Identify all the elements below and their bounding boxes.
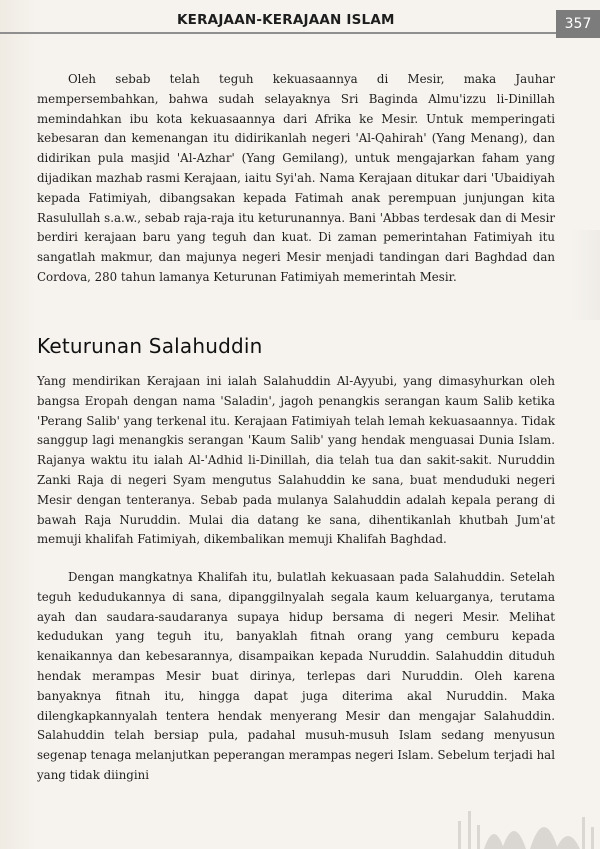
paragraph-1: Oleh sebab telah teguh kekuasaannya di Mesir, maka Jauhar mempersembahkan, bahwa sudah selayaknya Sri Baginda Almu'izzu li-Dinillah memindahkan ibu kota kekuasaannya dari Afrika ke Mesir. Untuk memperingati kebesaran dan kemenangan itu didirikanlah negeri 'Al-Qahirah' (Yang Menang), dan didirikan pula masjid 'Al-Azhar' (Yang Gemilang), untuk mengajarkan faham yang dijadikan mazhab rasmi Kerajaan, iaitu Syi'ah. Nama Kerajaan ditukar dari 'Ubaidiyah kepada Fatimiyah, dibangsakan kepada Fatimah anak perempuan junjungan kita Rasulullah s.a.w., sebab raja-raja itu keturunannya. Bani 'Abbas terdesak dan di Mesir berdiri kerajaan baru yang teguh dan kuat. Di zaman pemerintahan Fatimiyah itu sangatlah makmur, dan majunya negeri Mesir menjadi tandingan dari Baghdad dan Cordova, 280 tahun lamanya Keturunan Fatimiyah memerintah Mesir. (37, 72, 555, 284)
page-number: 357 (556, 10, 600, 38)
mosque-silhouette-decoration (440, 799, 600, 849)
header-rule (0, 32, 556, 34)
section-heading: Keturunan Salahuddin (37, 334, 263, 358)
page-shadow (570, 230, 600, 320)
page-header (0, 0, 600, 36)
running-title: KERAJAAN-KERAJAAN ISLAM (177, 12, 395, 28)
paragraph-3: Dengan mangkatnya Khalifah itu, bulatlah kekuasaan pada Salahuddin. Setelah teguh kedudukannya di sana, dipanggilnyalah segala kaum keluarganya, terutama ayah dan saudara-saudaranya supaya hidup bersama di negeri Mesir. Melihat kedudukan yang teguh itu, banyaklah fitnah orang yang cemburu kepada kenaikannya dan kebesarannya, disampaikan kepada Nuruddin. Salahuddin dituduh hendak merampas Mesir buat dirinya, terlepas dari Nuruddin. Oleh karena banyaknya fitnah itu, hingga dapat juga diterima akal Nuruddin. Maka dilengkapkannyalah tentera hendak menyerang Mesir dan mengajar Salahuddin. Salahuddin telah bersiap pula, padahal musuh-musuh Islam sedang menyusun segenap tenaga melanjutkan peperangan merampas negeri Islam. Sebelum terjadi hal yang tidak diingini (37, 570, 555, 782)
paragraph-2: Yang mendirikan Kerajaan ini ialah Salahuddin Al-Ayyubi, yang dimasyhurkan oleh bangsa Eropah dengan nama 'Saladin', jagoh penangkis serangan kaum Salib ketika 'Perang Salib' yang terkenal itu. Kerajaan Fatimiyah telah lemah kekuasaannya. Tidak sanggup lagi menangkis serangan 'Kaum Salib' yang hendak menguasai Dunia Islam. Rajanya waktu itu ialah Al-'Adhid li-Dinillah, dia telah tua dan sakit-sakit. Nuruddin Zanki Raja di negeri Syam mengutus Salahuddin ke sana, buat menduduki negeri Mesir dengan tenteranya. Sebab pada mulanya Salahuddin adalah kepala perang di bawah Raja Nuruddin. Mulai dia datang ke sana, dihentikanlah khutbah Jum'at memuji khalifah Fatimiyah, dikembalikan memuji Khalifah Baghdad. (37, 374, 555, 547)
